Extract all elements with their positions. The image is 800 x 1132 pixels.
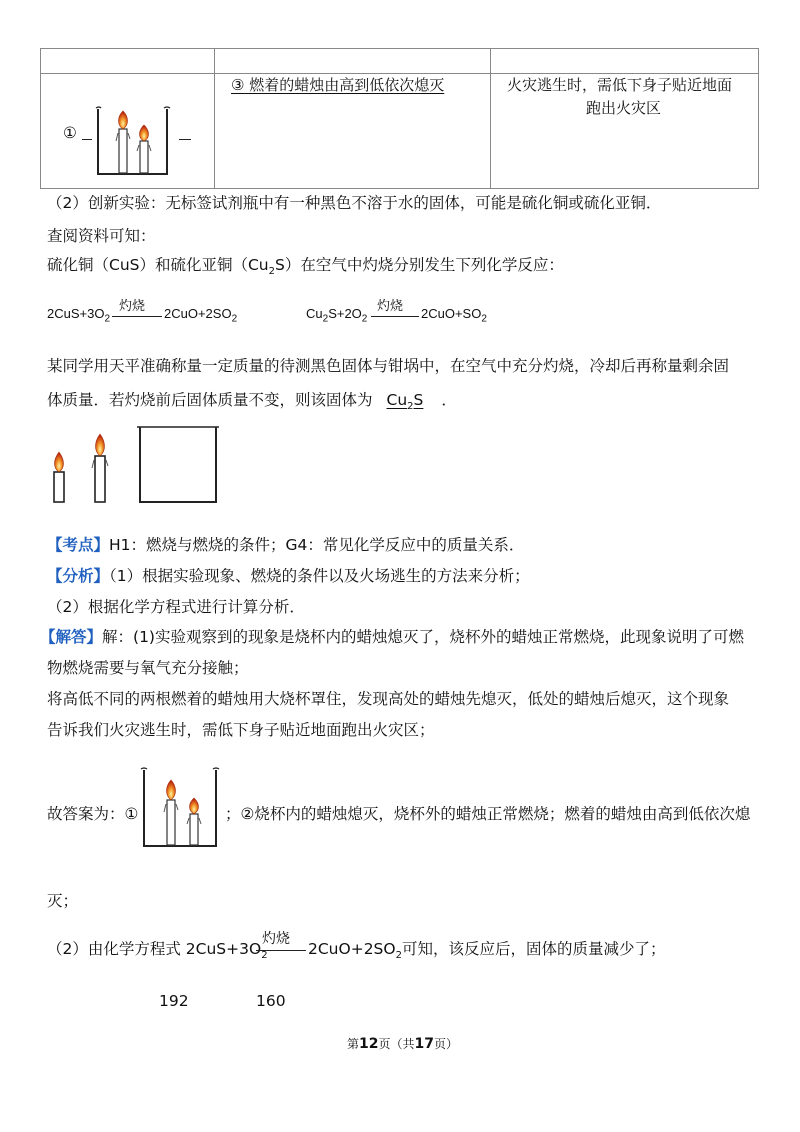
answer-prefix: 故答案为：① [47, 805, 139, 823]
kaodian-label: 【考点】 [47, 536, 110, 554]
paragraph: 某同学用天平准确称量一定质量的待测黑色固体与钳埚中，在空气中充分灼烧，冷却后再称量剩余固 [47, 357, 730, 375]
mass-value: 160 [256, 992, 286, 1010]
kaodian-line: 【考点】H1：燃烧与燃烧的条件；G4：常见化学反应中的质量关系． [47, 536, 525, 554]
chemical-equation: $2CuS+3O_2$ [47, 306, 111, 325]
candles-and-beaker-figure [44, 424, 224, 506]
answer-blank: $Cu_2S$ [386, 391, 424, 413]
reaction-arrow [112, 316, 162, 317]
chemical-equation: $2CuO+SO_2$ [421, 306, 487, 325]
paragraph: 体质量．若灼烧前后固体质量不变，则该固体为 $Cu_2S$ ． [47, 391, 457, 413]
table-cell-text: 火灾逃生时，需低下身子贴近地面 [507, 76, 733, 94]
paragraph: 告诉我们火灾逃生时，需低下身子贴近地面跑出火灾区； [47, 721, 435, 739]
paragraph: 硫化铜（CuS）和硫化亚铜$(Cu_2S)$在空气中灼烧分别发生下列化学反应： [47, 256, 564, 278]
table-cell-label: ① [63, 124, 77, 142]
blank-line [82, 139, 92, 140]
table-column-divider [490, 49, 491, 188]
paragraph: 物燃烧需要与氧气充分接触； [47, 659, 249, 677]
page-footer: 第12页（共17页） [347, 1036, 459, 1052]
jieda-label: 【解答】 [40, 628, 103, 646]
beaker-candles-figure [140, 766, 220, 850]
reaction-arrow [371, 316, 419, 317]
table-cell-text: ③ 燃着的蜡烛由高到低依次熄灭 [231, 76, 445, 94]
blank-line [179, 139, 191, 140]
table-cell-text: 跑出火灾区 [586, 99, 662, 117]
reaction-condition: 灼烧 [262, 931, 290, 947]
mass-value: 192 [159, 992, 189, 1010]
jieda-line: 【解答】解：(1)实验观察到的现象是烧杯内的蜡烛熄灭了，烧杯外的蜡烛正常燃烧，此现象说明了可燃 [40, 628, 744, 646]
answer-text: ；②烧杯内的蜡烛熄灭，烧杯外的蜡烛正常燃烧；燃着的蜡烛由高到低依次熄 [225, 805, 751, 823]
fenxi-line: 【分析】（1）根据实验现象、燃烧的条件以及火场逃生的方法来分析； [47, 567, 530, 585]
beaker-candles-figure [95, 103, 173, 179]
reaction-condition: 灼烧 [377, 299, 404, 314]
paragraph: 查阅资料可知： [47, 227, 156, 245]
reaction-condition: 灼烧 [119, 299, 146, 314]
answer-table [40, 48, 759, 189]
paragraph: 灭； [47, 892, 79, 910]
calc-line: （2）由化学方程式 $2CuS+3O_2$ [47, 940, 268, 962]
paragraph: （2）根据化学方程式进行计算分析． [47, 598, 305, 616]
chemical-equation: $2CuO+2SO_2$ [164, 306, 238, 325]
calc-line: $2CuO+2SO_2$可知，该反应后，固体的质量减少了； [308, 940, 666, 962]
paragraph: （2）创新实验：无标签试剂瓶中有一种黑色不溶于水的固体，可能是硫化铜或硫化亚铜． [47, 194, 662, 212]
paragraph: 将高低不同的两根燃着的蜡烛用大烧杯罩住，发现高处的蜡烛先熄灭，低处的蜡烛后熄灭，这个现象 [47, 690, 730, 708]
reaction-arrow [256, 950, 306, 951]
table-column-divider [214, 49, 215, 188]
chemical-equation: $Cu_2S+2O_2$ [306, 306, 368, 325]
fenxi-label: 【分析】 [47, 567, 110, 585]
